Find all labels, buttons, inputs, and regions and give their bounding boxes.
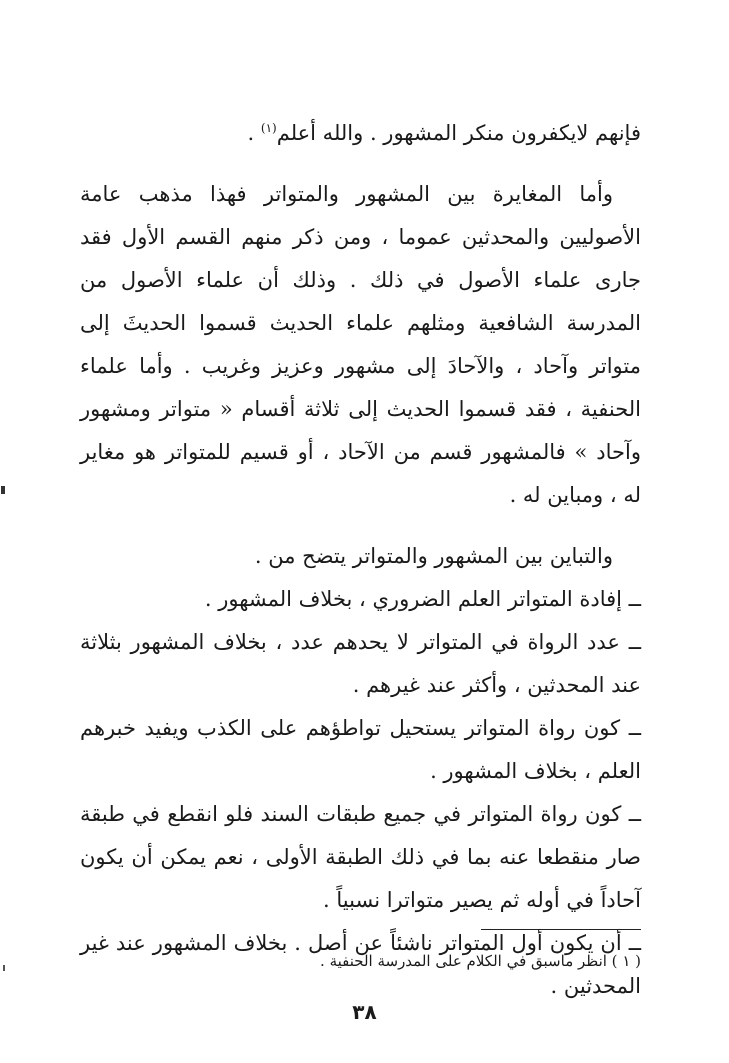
list-item: ــ إفادة المتواتر العلم الضروري ، بخلاف المشهور . (204, 587, 641, 611)
paragraph-3: والتباين بين المشهور والمتواتر يتضح من . (254, 544, 613, 568)
footnote-divider (481, 929, 641, 930)
footnote-reference: (١) (260, 121, 277, 135)
paragraph-1-end: . (247, 121, 261, 145)
list-item: ــ عدد الرواة في المتواتر لا يحدهم عدد ، بخلاف المشهور بثلاثة عند المحدثين ، وأكثر عند غيرهم . (80, 630, 641, 697)
list-item: ــ كون رواة المتواتر يستحيل تواطؤهم على الكذب ويفيد خبرهم العلم ، بخلاف المشهور . (80, 716, 641, 783)
page-number: ٣٨ (352, 1000, 377, 1024)
paragraph-2: وأما المغايرة بين المشهور والمتواتر فهذا مذهب عامة الأصوليين والمحدثين عموما ، ومن ذكر منهم القسم الأول فقد جارى علماء الأصول في ذلك . وذلك أن علماء الأصول من المدرسة الشافعية ومثلهم علماء الحديث قسموا الحديثَ إلى متواتر وآحاد ، والآحادَ إلى مشهور وعزيز وغريب . وأما علماء الحنفية ، فقد قسموا الحديث إلى ثلاثة أقسام « متواتر ومشهور وآحاد » فالمشهور قسم من الآحاد ، أو قسيم للمتواتر هو مغاير له ، ومباين له . (80, 182, 641, 507)
margin-mark (3, 965, 5, 971)
main-text (80, 112, 641, 1008)
paragraph-1-text: فإنهم لايكفرون منكر المشهور . والله أعلم (276, 121, 641, 145)
list-item: ــ أن يكون أول المتواتر ناشئاً عن أصل . بخلاف المشهور عند غير المحدثين . (80, 931, 641, 998)
margin-mark (1, 486, 5, 494)
paragraph-1 (80, 112, 641, 155)
footnote: ( ١ ) انظر ماسبق في الكلام على المدرسة الحنفية . (320, 952, 641, 970)
list-item: ــ كون رواة المتواتر في جميع طبقات السند فلو انقطع في طبقة صار منقطعا عنه بما في ذلك الطبقة الأولى ، نعم يمكن أن يكون آحاداً في أوله ثم يصير متواترا نسبياً . (80, 802, 641, 912)
